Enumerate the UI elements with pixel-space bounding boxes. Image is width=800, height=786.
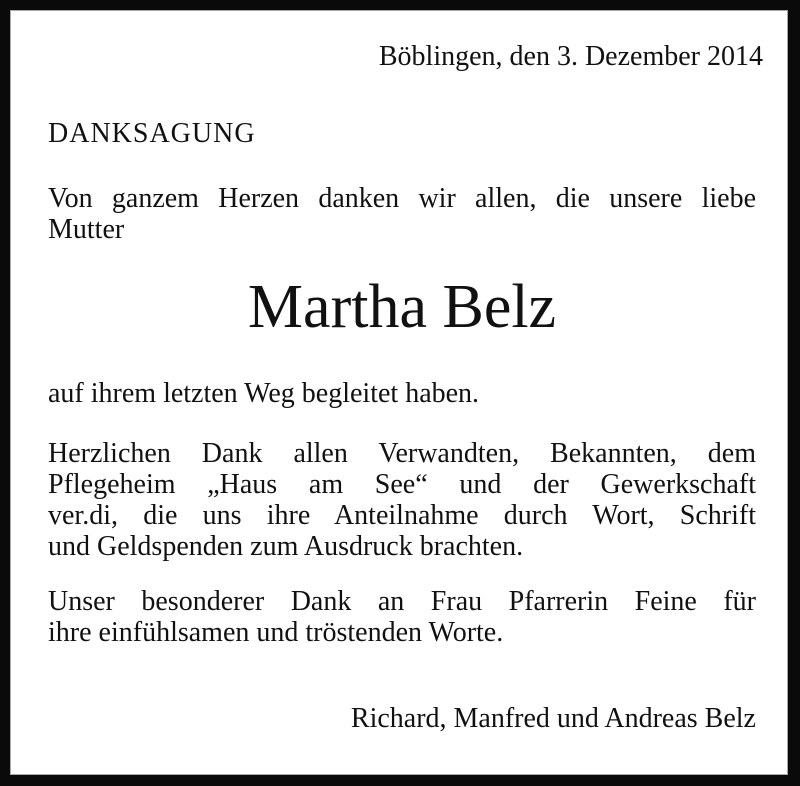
- special-thanks-paragraph: [48, 586, 756, 648]
- intro-paragraph: [48, 183, 756, 245]
- deceased-name: Martha Belz: [247, 273, 557, 341]
- signature-line: Richard, Manfred und Andreas Belz: [350, 703, 756, 734]
- thanks-line-1: Herzlichen Dank allen Verwandten, Bekannten, dem: [48, 438, 756, 469]
- notice-heading: DANKSAGUNG: [48, 118, 256, 149]
- intro-line-1: Von ganzem Herzen danken wir allen, die unsere liebe: [48, 183, 756, 214]
- intro-line-2: Mutter: [48, 214, 125, 245]
- thanks-line-4: und Geldspenden zum Ausdruck brachten.: [48, 531, 524, 562]
- dateline: Böblingen, den 3. Dezember 2014: [378, 41, 763, 72]
- obituary-content: [11, 11, 787, 734]
- farewell-line: auf ihrem letzten Weg begleitet haben.: [48, 378, 480, 409]
- special-thanks-line-2: ihre einfühlsamen und tröstenden Worte.: [48, 617, 504, 648]
- thanks-paragraph: [48, 438, 756, 562]
- thanks-line-2: Pflegeheim „Haus am See“ und der Gewerkschaft: [48, 469, 756, 500]
- special-thanks-line-1: Unser besonderer Dank an Frau Pfarrerin Feine für: [48, 586, 756, 617]
- thanks-line-3: ver.di, die uns ihre Anteilnahme durch Wort, Schrift: [48, 500, 756, 531]
- obituary-card: [10, 10, 788, 775]
